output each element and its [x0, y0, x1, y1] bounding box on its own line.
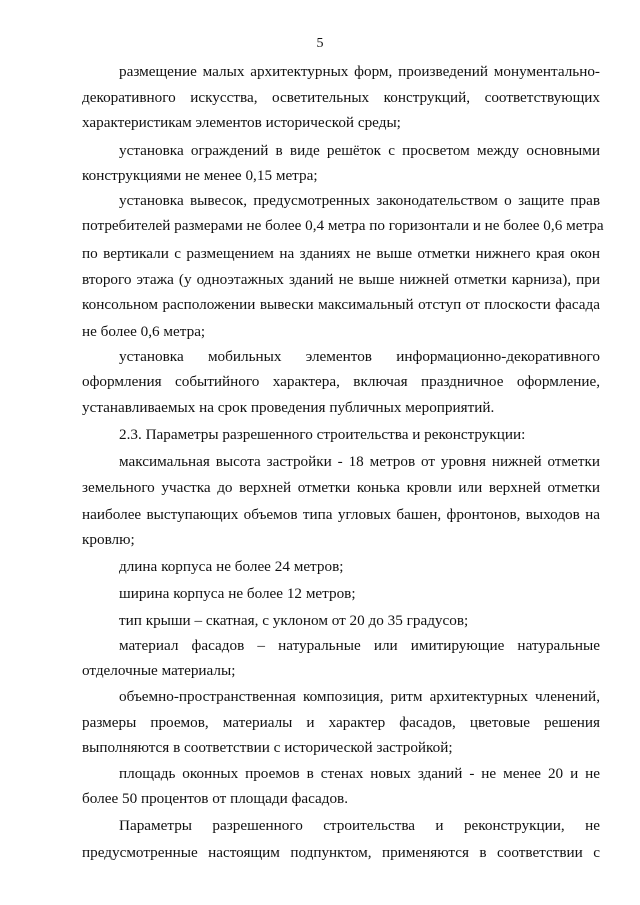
- text-line: потребителей размерами не более 0,4 метра по горизонтали и не более 0,6 метра: [82, 217, 604, 234]
- text-line: не более 0,6 метра;: [82, 323, 206, 340]
- text-line: Параметры разрешенного строительства и реконструкции, не: [119, 817, 600, 834]
- text-line: длина корпуса не более 24 метров;: [119, 558, 344, 575]
- text-line: площадь оконных проемов в стенах новых зданий - не менее 20 и не: [119, 765, 600, 782]
- text-line: установка мобильных элементов информационно-декоративного: [119, 348, 600, 365]
- text-line: оформления событийного характера, включая праздничное оформление,: [82, 373, 600, 390]
- text-line: по вертикали с размещением на зданиях не выше отметки нижнего края окон: [82, 245, 600, 262]
- page-number: 5: [316, 36, 324, 51]
- text-line: установка вывесок, предусмотренных законодательством о защите прав: [119, 192, 600, 209]
- text-line: размеры проемов, материалы и характер фасадов, цветовые решения: [82, 714, 600, 731]
- text-line: наиболее выступающих объемов типа угловых башен, фронтонов, выходов на: [82, 506, 600, 523]
- text-line: консольном расположении вывески максимальный отступ от плоскости фасада: [82, 296, 600, 313]
- text-line: выполняются в соответствии с исторической застройкой;: [82, 739, 453, 756]
- text-line: декоративного искусства, осветительных конструкций, соответствующих: [82, 89, 600, 106]
- text-line: предусмотренные настоящим подпунктом, применяются в соответствии с: [82, 844, 600, 861]
- text-line: характеристикам элементов исторической среды;: [82, 114, 401, 131]
- text-line: установка ограждений в виде решёток с просветом между основными: [119, 142, 600, 159]
- text-line: тип крыши – скатная, с уклоном от 20 до 35 градусов;: [119, 612, 469, 629]
- text-line: 2.3. Параметры разрешенного строительства и реконструкции:: [119, 426, 526, 443]
- text-line: более 50 процентов от площади фасадов.: [82, 790, 349, 807]
- text-line: земельного участка до верхней отметки конька кровли или верхней отметки: [82, 479, 600, 496]
- text-line: объемно-пространственная композиция, ритм архитектурных членений,: [119, 688, 600, 705]
- text-line: отделочные материалы;: [82, 662, 236, 679]
- text-line: устанавливаемых на срок проведения публичных мероприятий.: [82, 399, 495, 416]
- text-line: материал фасадов – натуральные или имитирующие натуральные: [119, 637, 600, 654]
- text-line: размещение малых архитектурных форм, произведений монументально-: [119, 63, 600, 80]
- text-line: кровлю;: [82, 531, 135, 548]
- text-line: ширина корпуса не более 12 метров;: [119, 585, 356, 602]
- text-line: конструкциями не менее 0,15 метра;: [82, 167, 318, 184]
- text-line: второго этажа (у одноэтажных зданий не выше нижней отметки карниза), при: [82, 271, 600, 288]
- text-line: максимальная высота застройки - 18 метров от уровня нижней отметки: [119, 453, 600, 470]
